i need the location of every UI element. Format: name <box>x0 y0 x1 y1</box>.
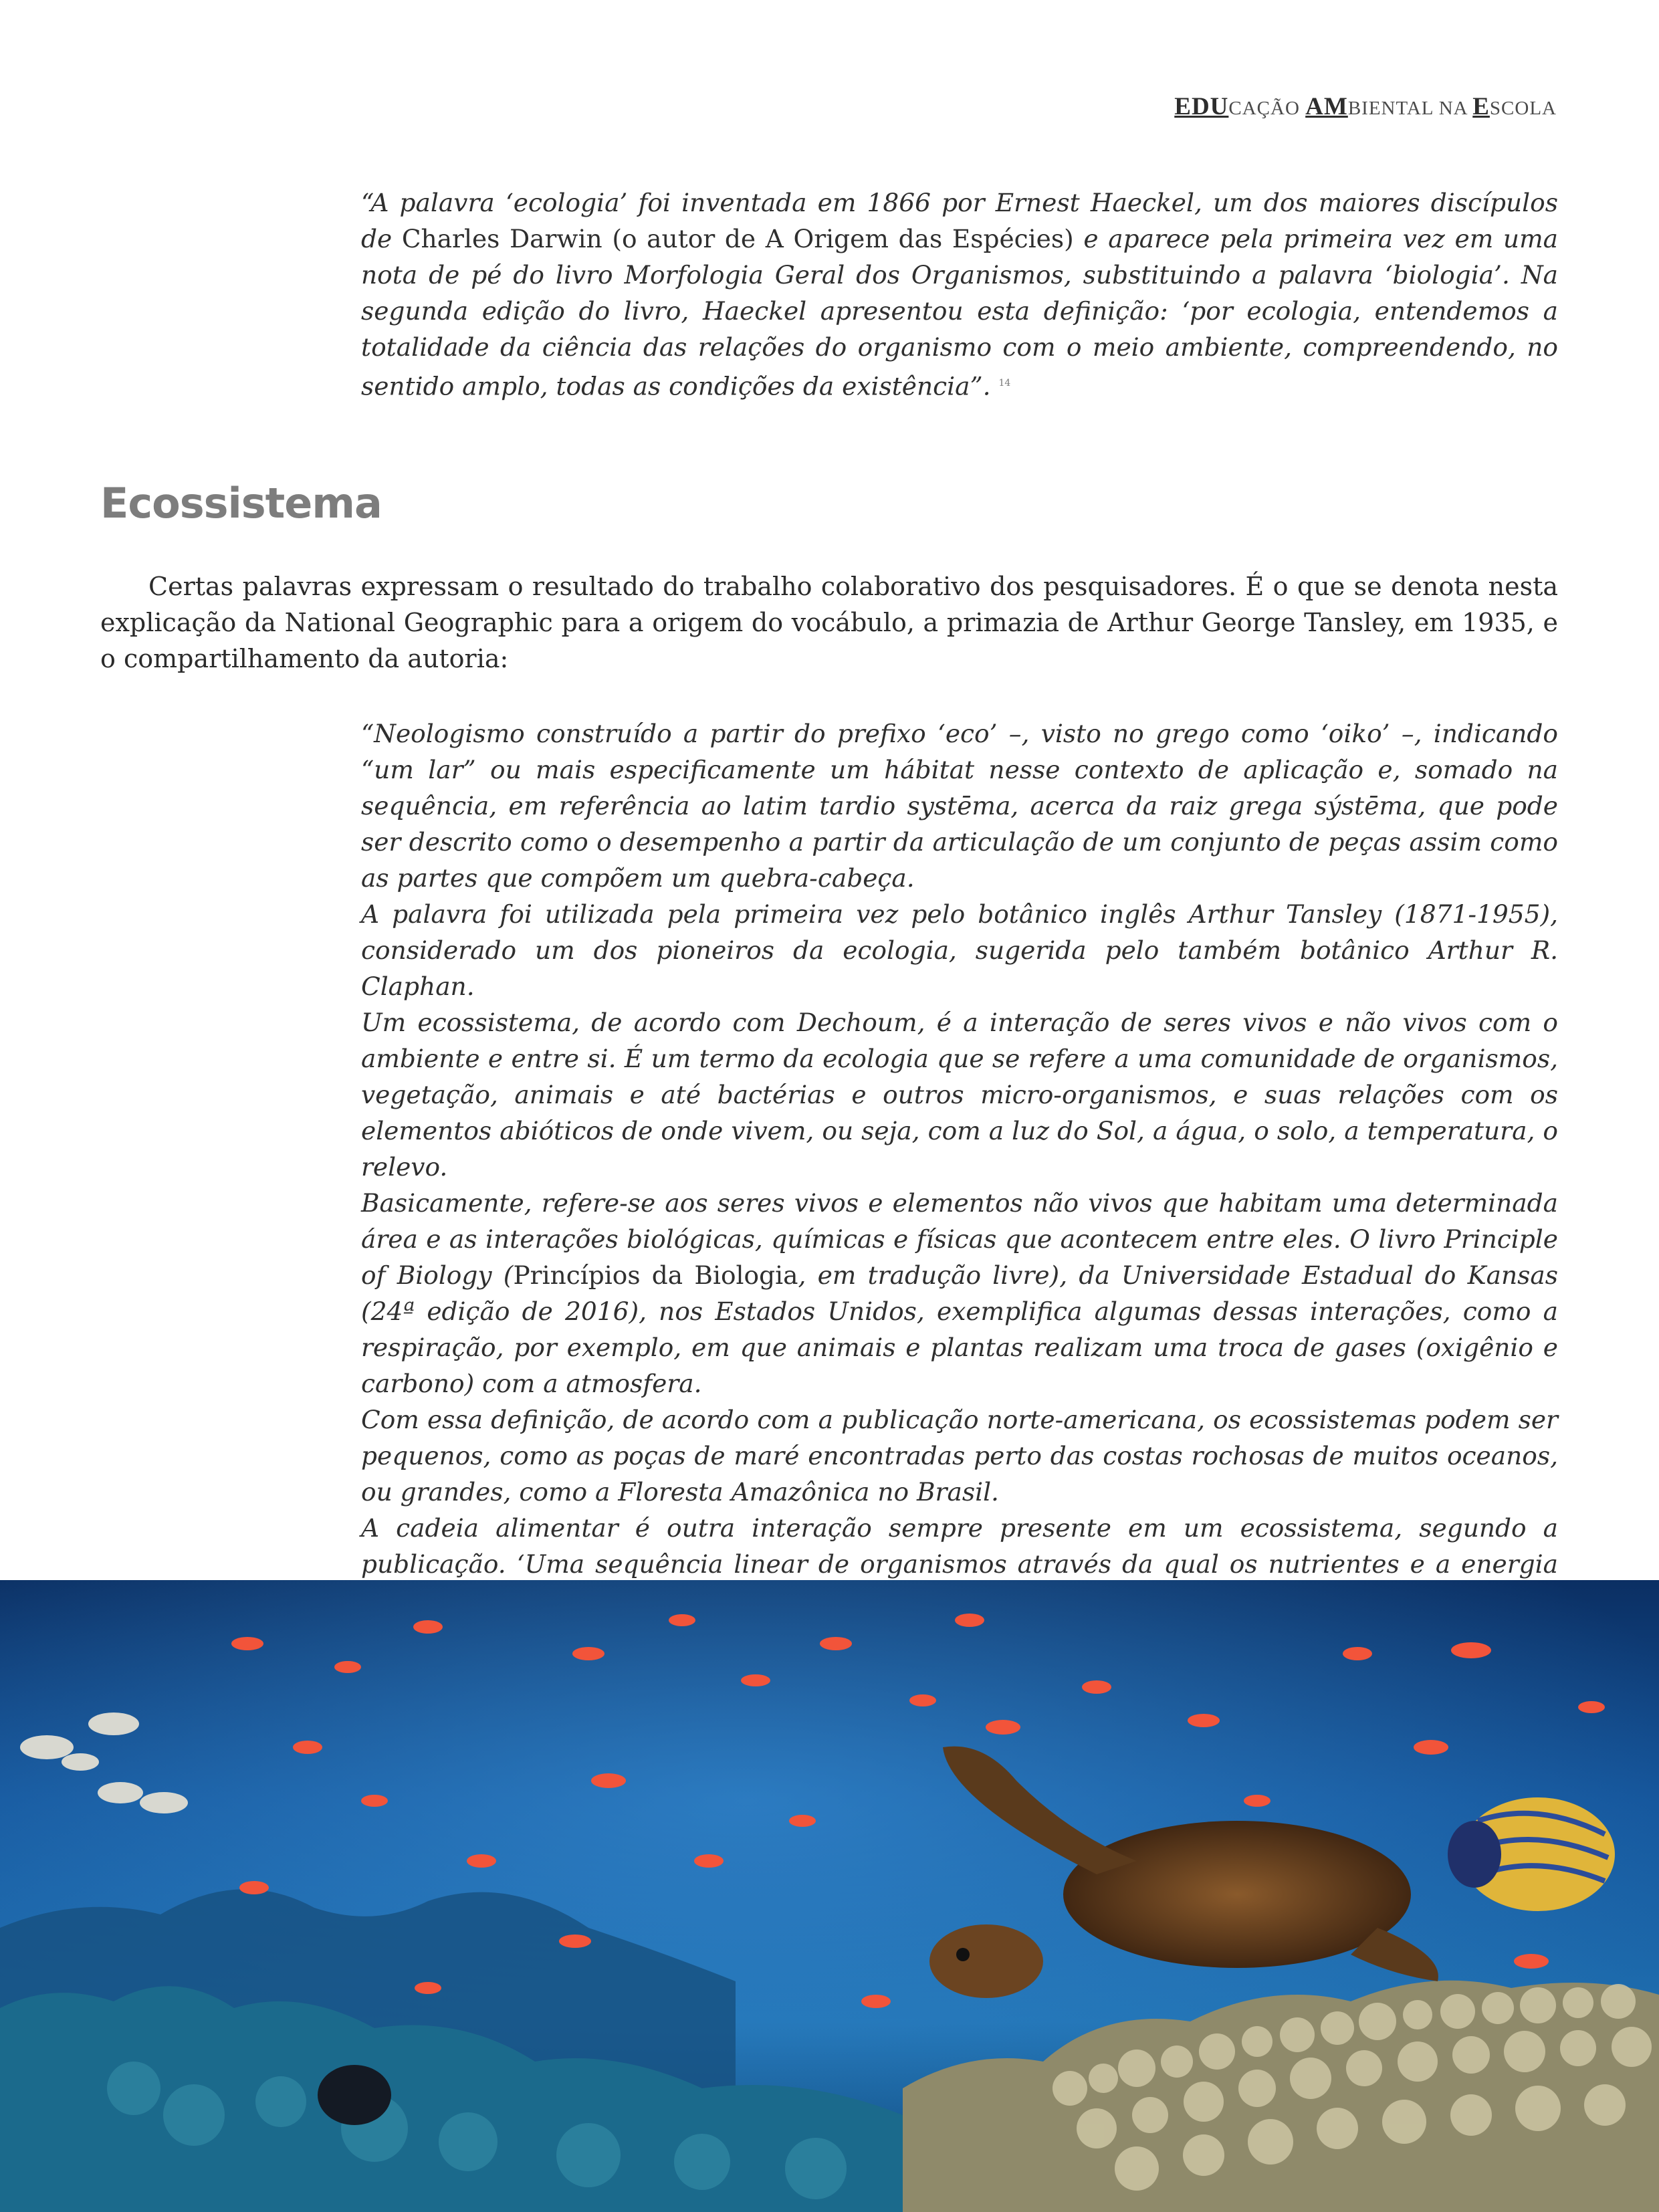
quote-paragraph: Um ecossistema, de acordo com Dechoum, é a interação de seres vivos e não vivos com o ambiente e entre si. É um termo da ecologia que se refere a uma comunidade de organismos, vegetação, animais e até bactérias e outros micro-organismos, e suas relações com os elementos abióticos de onde vivem, ou seja, com a luz do Sol, a água, o solo, a temperatura, o relevo. <box>361 1008 1558 1182</box>
coral-reef-photo <box>0 1580 1659 2212</box>
coral-polyp <box>1317 2108 1358 2149</box>
national-geographic-quote <box>361 715 1558 1618</box>
header-part: E <box>1472 93 1490 120</box>
coral-polyp <box>1482 1992 1514 2024</box>
orange-fish <box>861 1995 891 2008</box>
section-title: Ecossistema <box>100 479 382 528</box>
coral-polyp <box>1612 2027 1652 2067</box>
coral-polyp <box>1398 2041 1438 2082</box>
haeckel-quote <box>361 185 1558 405</box>
coral-polyp <box>1118 2050 1155 2087</box>
coral-branch <box>439 2112 497 2171</box>
quote-paragraph: “Neologismo construído a partir do prefixo ‘eco’ –, visto no grego como ‘oiko’ –, indicando “um lar” ou mais especificamente um hábitat nesse contexto de aplicação e, somado na sequência, em referência ao latim tardio systēma, acerca da raiz grega sýstēma, que pode ser descrito como o desempenho a partir da articulação de um conjunto de peças assim como as partes que compõem um quebra-cabeça. <box>361 719 1558 893</box>
coral-polyp <box>1560 2030 1596 2066</box>
footnote-marker: 14 <box>998 378 1011 389</box>
orange-fish <box>572 1647 604 1660</box>
reef-illustration <box>0 1580 1659 2212</box>
quote-text: , em tradução livre), da Universidade Estadual do Kansas (24ª edição de 2016), nos Estados Unidos, exemplifica algumas dessas interações, como a respiração, por exemplo, em que animais e plantas realizam uma troca de gases (oxigênio e carbono) com a atmosfera. <box>361 1260 1558 1398</box>
body-paragraph: Certas palavras expressam o resultado do trabalho colaborativo dos pesquisadores. É o que se denota nesta explicação da National Geographic para a origem do vocábulo, a primazia de Arthur George Tansley, em 1935, e o compartilhamento da autoria: <box>100 572 1558 673</box>
coral-polyp <box>1563 1987 1593 2018</box>
striped-fish <box>62 1753 99 1771</box>
coral-polyp <box>1184 2082 1224 2122</box>
orange-fish <box>1188 1714 1220 1727</box>
coral-polyp <box>1359 2003 1396 2040</box>
header-part: BIENTAL NA <box>1347 98 1473 119</box>
orange-fish <box>239 1881 269 1894</box>
quote-text: e aparece pela primeira vez em uma nota de pé do livro Morfologia Geral dos Organismos, substituindo a palavra ‘biologia’. Na segunda edição do livro, Haeckel apresentou esta definição: ‘por ecologia, entendemos a totalidade da ciência das relações do organismo com o meio ambiente, compreendendo, no sentido amplo, todas as condições da existência”. <box>361 224 1559 401</box>
striped-fish <box>20 1735 74 1759</box>
orange-fish <box>467 1854 496 1868</box>
orange-fish <box>1578 1701 1605 1713</box>
orange-fish <box>415 1982 441 1994</box>
orange-fish <box>231 1637 263 1650</box>
coral-polyp <box>1132 2097 1168 2133</box>
coral-polyp <box>1382 2100 1426 2144</box>
header-part: AM <box>1305 93 1348 120</box>
quote-text: “A palavra ‘ecologia’ foi inventada em 1866 por Ernest Haeckel, um dos maiores discípulos de <box>361 188 1558 253</box>
coral-polyp <box>1242 2026 1273 2057</box>
quote-text-upright: Charles Darwin (o autor de A Origem das Espécies) <box>401 224 1074 253</box>
coral-branch <box>674 2134 730 2190</box>
orange-fish <box>334 1661 361 1673</box>
coral-polyp <box>1504 2031 1545 2072</box>
coral-polyp <box>1290 2058 1331 2099</box>
coral-branch <box>107 2062 160 2115</box>
orange-fish <box>955 1614 984 1627</box>
header-part: CAÇÃO <box>1228 98 1306 119</box>
turtle-eye <box>956 1948 970 1961</box>
quote-text-upright: Princípios da Biologia <box>513 1260 798 1290</box>
angelfish-face <box>1448 1821 1501 1888</box>
quote-paragraph <box>361 1185 1558 1402</box>
orange-fish <box>986 1720 1020 1735</box>
coral-polyp <box>1199 2033 1235 2070</box>
coral-branch <box>556 2123 621 2187</box>
quote-paragraph: A cadeia alimentar é outra interação sempre presente em um ecossistema, segundo a publicação. ‘Uma sequência linear de organismos através da qual os nutrientes e a energia <box>361 1513 1558 1579</box>
dark-fish <box>318 2065 391 2125</box>
orange-fish <box>694 1854 724 1868</box>
coral-polyp <box>1280 2017 1315 2052</box>
orange-fish <box>820 1637 852 1650</box>
orange-fish <box>789 1815 816 1827</box>
turtle-head <box>929 1924 1043 1998</box>
coral-polyp <box>1440 1994 1475 2029</box>
striped-fish <box>140 1792 188 1813</box>
orange-fish <box>1414 1740 1448 1755</box>
orange-fish <box>413 1620 443 1634</box>
coral-polyp <box>1515 2086 1561 2131</box>
coral-polyp <box>1321 2011 1354 2045</box>
coral-polyp <box>1584 2084 1626 2126</box>
coral-polyp <box>1115 2146 1159 2191</box>
coral-polyp <box>1520 1987 1556 2023</box>
coral-polyp <box>1238 2070 1276 2107</box>
header-part: EDU <box>1174 93 1229 120</box>
orange-fish <box>361 1795 388 1807</box>
coral-polyp <box>1053 2071 1087 2106</box>
orange-fish <box>1514 1954 1549 1969</box>
quote-text: Basicamente, refere-se aos seres vivos e elementos não vivos que habitam uma determinada área e as interações biológicas, químicas e físicas que acontecem entre eles. O livro Principle of Biology ( <box>361 1188 1558 1290</box>
orange-fish <box>1082 1680 1111 1694</box>
quote-paragraph: A palavra foi utilizada pela primeira vez pelo botânico inglês Arthur Tansley (1871-1955), considerado um dos pioneiros da ecologia, sugerida pelo também botânico Arthur R. Claphan. <box>361 899 1558 1001</box>
coral-polyp <box>1248 2119 1293 2165</box>
coral-polyp <box>1403 2000 1432 2029</box>
orange-fish <box>1451 1642 1491 1658</box>
coral-polyp <box>1183 2134 1224 2176</box>
coral-branch <box>163 2084 225 2146</box>
quote-paragraph <box>361 185 1558 405</box>
coral-polyp <box>1089 2064 1118 2093</box>
coral-polyp <box>1601 1984 1636 2019</box>
coral-polyp <box>1077 2108 1117 2148</box>
striped-fish <box>98 1782 143 1803</box>
header-part: SCOLA <box>1489 98 1557 119</box>
orange-fish <box>909 1694 936 1706</box>
coral-polyp <box>1161 2045 1193 2078</box>
turtle-shell <box>1063 1821 1411 1968</box>
orange-fish <box>559 1934 591 1948</box>
coral-polyp <box>1346 2050 1382 2086</box>
coral-polyp <box>1450 2094 1492 2136</box>
quote-paragraph: Com essa definição, de acordo com a publicação norte-americana, os ecossistemas podem ser pequenos, como as poças de maré encontradas perto das costas rochosas de muitos oceanos, ou grandes, como a Floresta Amazônica no Brasil. <box>361 1405 1558 1507</box>
striped-fish <box>88 1712 139 1735</box>
orange-fish <box>293 1741 322 1754</box>
coral-branch <box>785 2138 847 2199</box>
coral-branch <box>255 2076 306 2127</box>
dark-fish-body <box>318 2065 391 2125</box>
orange-fish <box>1244 1795 1270 1807</box>
coral-polyp <box>1452 2036 1490 2074</box>
orange-fish <box>669 1614 695 1626</box>
orange-fish <box>591 1773 626 1788</box>
running-header <box>1174 92 1557 121</box>
orange-fish <box>741 1674 770 1686</box>
orange-fish <box>1343 1647 1372 1660</box>
